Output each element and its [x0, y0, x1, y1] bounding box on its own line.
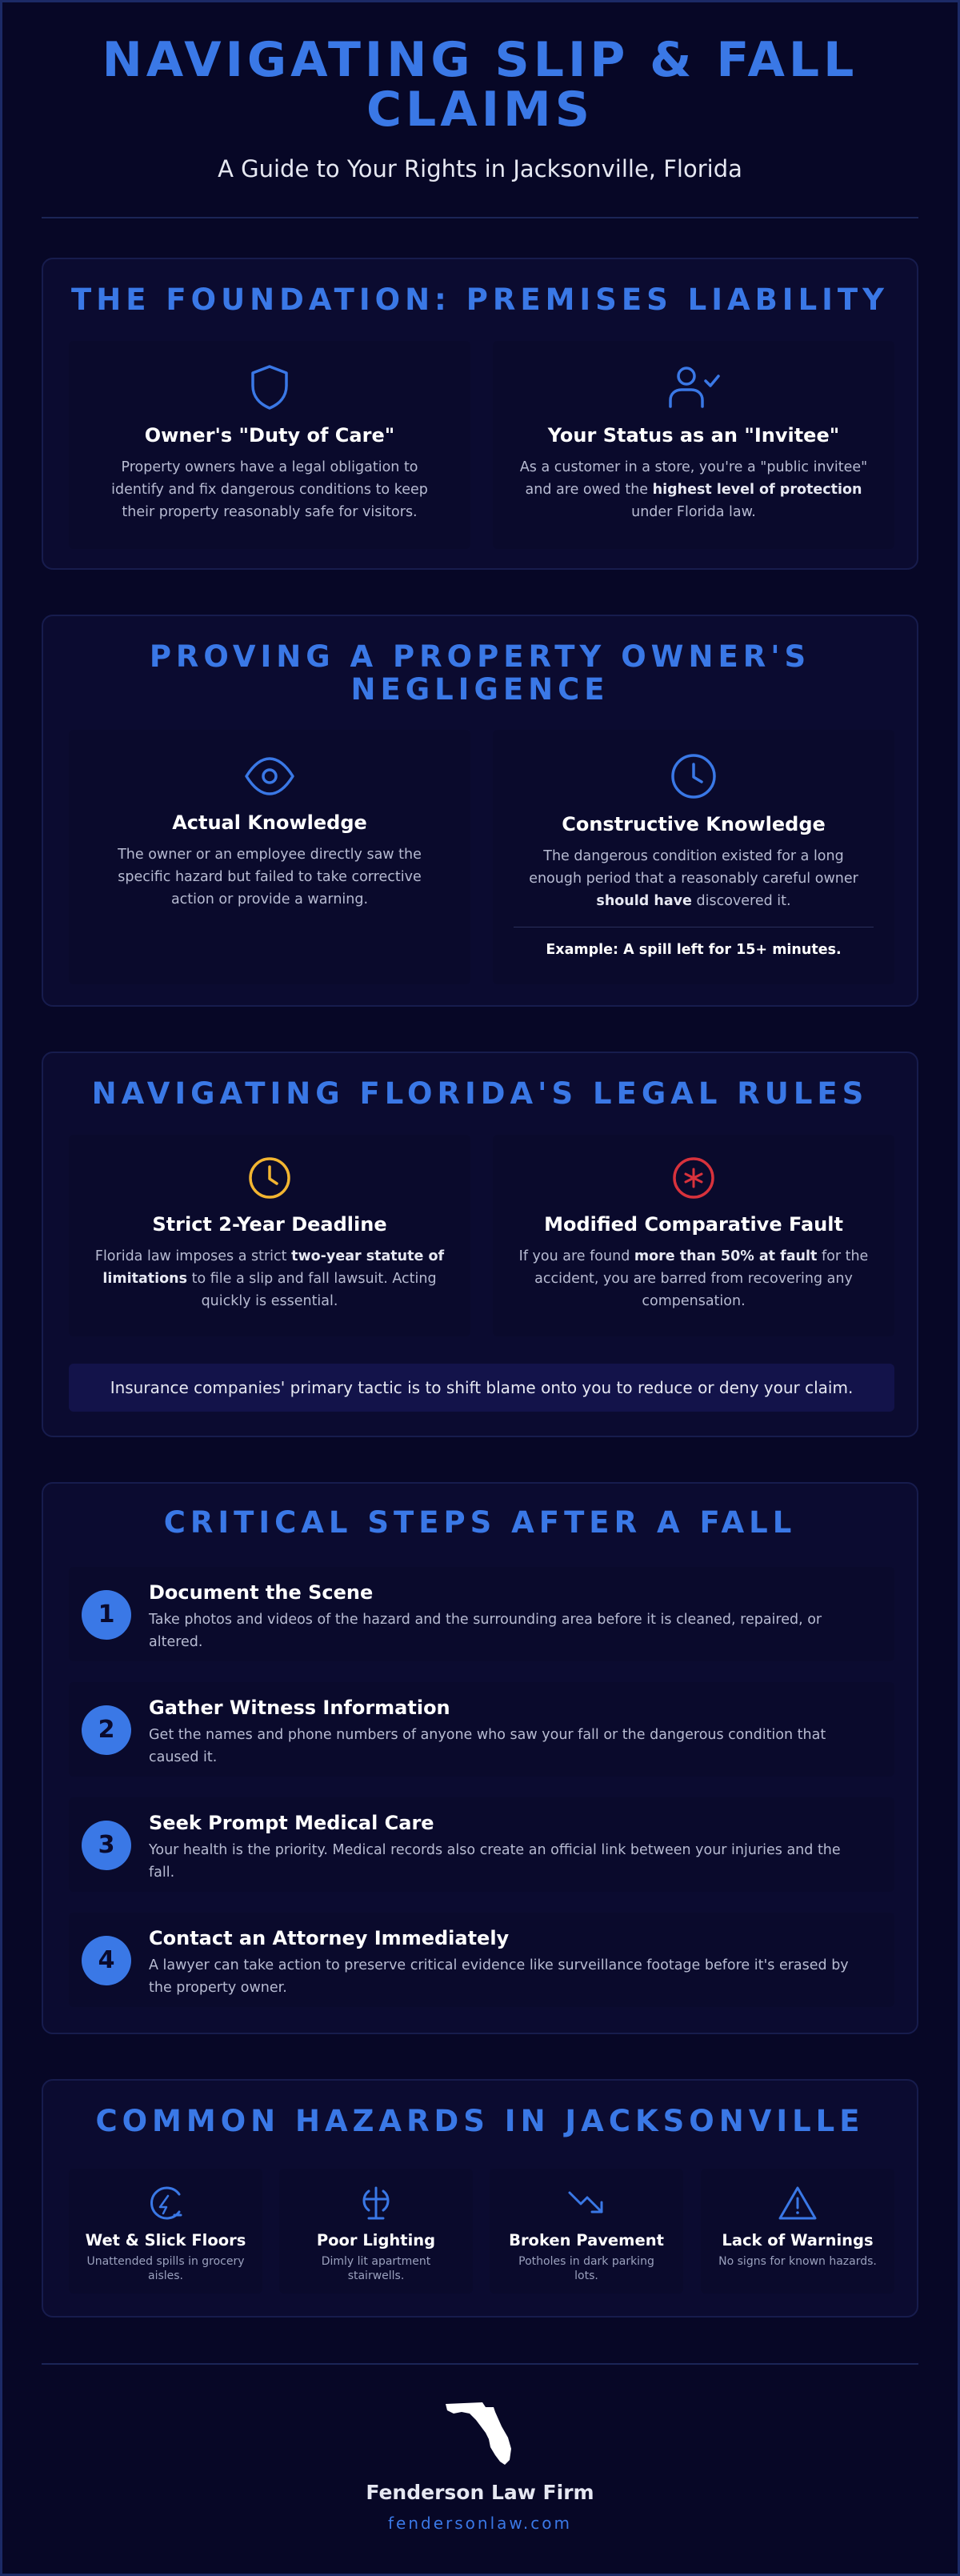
text-part: discovered it.: [691, 893, 791, 909]
step-title: Seek Prompt Medical Care: [149, 1812, 434, 1834]
card-text: [510, 1245, 878, 1312]
footer-divider: [42, 2363, 918, 2365]
card-text: [86, 1245, 454, 1312]
step-number: 2: [82, 1705, 131, 1755]
text-emphasis: two-year statute of limitations: [102, 1248, 445, 1287]
step-item: [69, 1682, 894, 1777]
hazard-title: Poor Lighting: [316, 2231, 436, 2249]
step-number: 4: [82, 1936, 131, 1985]
section-title: THE FOUNDATION: PREMISES LIABILITY: [71, 282, 889, 317]
card-invitee-status: [493, 341, 894, 549]
firm-name: Fenderson Law Firm: [366, 2481, 594, 2504]
card-text: [518, 845, 870, 912]
step-item: [69, 1913, 894, 2007]
card-constructive-knowledge: [493, 730, 894, 984]
hazard-text: No signs for known hazards.: [718, 2255, 877, 2268]
section-title: [43, 640, 917, 706]
section-title-line1: PROVING A PROPERTY OWNER'S: [149, 639, 811, 674]
card-text: [510, 456, 878, 523]
text-part: for the accident, you are barred from recovering any compensation.: [534, 1248, 869, 1309]
step-item: [69, 1797, 894, 1892]
card-duty-of-care: [69, 341, 470, 549]
step-item: [69, 1567, 894, 1661]
section-common-hazards: [42, 2079, 918, 2318]
text-emphasis: should have: [596, 893, 692, 909]
card-text: The owner or an employee directly saw the specific hazard but failed to take corrective action or provide a warning.: [118, 847, 422, 907]
page-title-line1: NAVIGATING SLIP & FALL: [102, 32, 858, 88]
section-negligence: [42, 615, 918, 1007]
user-check-icon: [666, 363, 722, 411]
section-critical-steps: [42, 1482, 918, 2034]
card-text: Property owners have a legal obligation to identify and fix dangerous conditions to keep their property reasonably safe for visitors.: [111, 459, 428, 520]
clock-icon: [247, 1156, 292, 1200]
hazard-title: Wet & Slick Floors: [85, 2231, 246, 2249]
card-title: Actual Knowledge: [172, 811, 367, 834]
header: [42, 32, 918, 182]
example-note: Example: A spill left for 15+ minutes.: [546, 942, 842, 958]
shield-icon: [248, 363, 291, 411]
hazard-text: Dimly lit apartment stairwells.: [321, 2255, 431, 2282]
hazard-text: Potholes in dark parking lots.: [518, 2255, 654, 2282]
header-divider: [42, 217, 918, 218]
hazard-wet-floors: [69, 2169, 262, 2294]
step-number: 1: [82, 1590, 131, 1640]
step-text: Get the names and phone numbers of anyone who saw your fall or the dangerous condition that caused it.: [149, 1727, 826, 1765]
text-part: If you are found: [518, 1248, 634, 1264]
footer: [0, 2399, 960, 2533]
text-emphasis: highest level of protection: [652, 482, 862, 498]
page-title: [42, 32, 918, 138]
florida-state-icon: [444, 2399, 516, 2468]
card-comparative-fault: [493, 1135, 894, 1336]
hazard-text: Unattended spills in grocery aisles.: [86, 2255, 245, 2282]
step-title: Gather Witness Information: [149, 1697, 450, 1719]
eye-icon: [243, 754, 296, 799]
hazard-lack-of-warnings: [701, 2169, 894, 2294]
insurance-callout: Insurance companies' primary tactic is to shift blame onto you to reduce or deny your claim.: [69, 1364, 894, 1412]
page-subtitle: A Guide to Your Rights in Jacksonville, Florida: [218, 155, 742, 182]
step-number: 3: [82, 1821, 131, 1870]
card-title: Owner's "Duty of Care": [144, 424, 395, 447]
step-text: Your health is the priority. Medical records also create an official link between your injuries and the fall.: [149, 1842, 841, 1881]
text-part: Florida law imposes a strict: [94, 1248, 292, 1264]
hazard-broken-pavement: [490, 2169, 683, 2294]
text-part: under Florida law.: [631, 504, 756, 520]
hazard-poor-lighting: [279, 2169, 473, 2294]
section-title-line2: NEGLIGENCE: [350, 672, 610, 707]
section-legal-rules: [42, 1052, 918, 1437]
firm-website: fendersonlaw.com: [388, 2514, 572, 2533]
card-title: Your Status as an "Invitee": [547, 424, 840, 447]
hazard-title: Broken Pavement: [509, 2231, 664, 2249]
text-emphasis: more than 50% at fault: [634, 1248, 818, 1264]
hazard-title: Lack of Warnings: [722, 2231, 874, 2249]
text-part: to file a slip and fall lawsuit. Acting quickly is essential.: [187, 1271, 437, 1309]
section-premises-liability: [42, 258, 918, 570]
page-title-line2: CLAIMS: [366, 82, 594, 138]
step-title: Contact an Attorney Immediately: [149, 1927, 510, 1949]
trending-down-icon: [566, 2185, 606, 2221]
lamp-icon: [358, 2185, 394, 2221]
section-title: COMMON HAZARDS IN JACKSONVILLE: [95, 2104, 865, 2138]
text-part: As a customer in a store, you're a "public invitee" and are owed the: [519, 459, 868, 498]
card-deadline: [69, 1135, 470, 1336]
step-text: Take photos and videos of the hazard and the surrounding area before it is cleaned, repaired, or altered.: [149, 1612, 822, 1650]
no-symbol-icon: [671, 1156, 716, 1200]
step-title: Document the Scene: [149, 1581, 374, 1604]
text-part: The dangerous condition existed for a long enough period that a reasonably careful owner: [529, 848, 858, 887]
clock-icon: [670, 752, 718, 800]
step-text: A lawyer can take action to preserve critical evidence like surveillance footage before it's erased by the property owner.: [149, 1957, 849, 1996]
card-title: Strict 2-Year Deadline: [152, 1213, 387, 1236]
section-title: CRITICAL STEPS AFTER A FALL: [163, 1505, 797, 1540]
card-title: Constructive Knowledge: [562, 813, 826, 835]
section-title: NAVIGATING FLORIDA'S LEGAL RULES: [91, 1076, 869, 1111]
card-actual-knowledge: [69, 730, 470, 984]
warning-triangle-icon: [778, 2185, 818, 2221]
wet-floor-icon: [147, 2185, 184, 2221]
card-title: Modified Comparative Fault: [544, 1213, 843, 1236]
